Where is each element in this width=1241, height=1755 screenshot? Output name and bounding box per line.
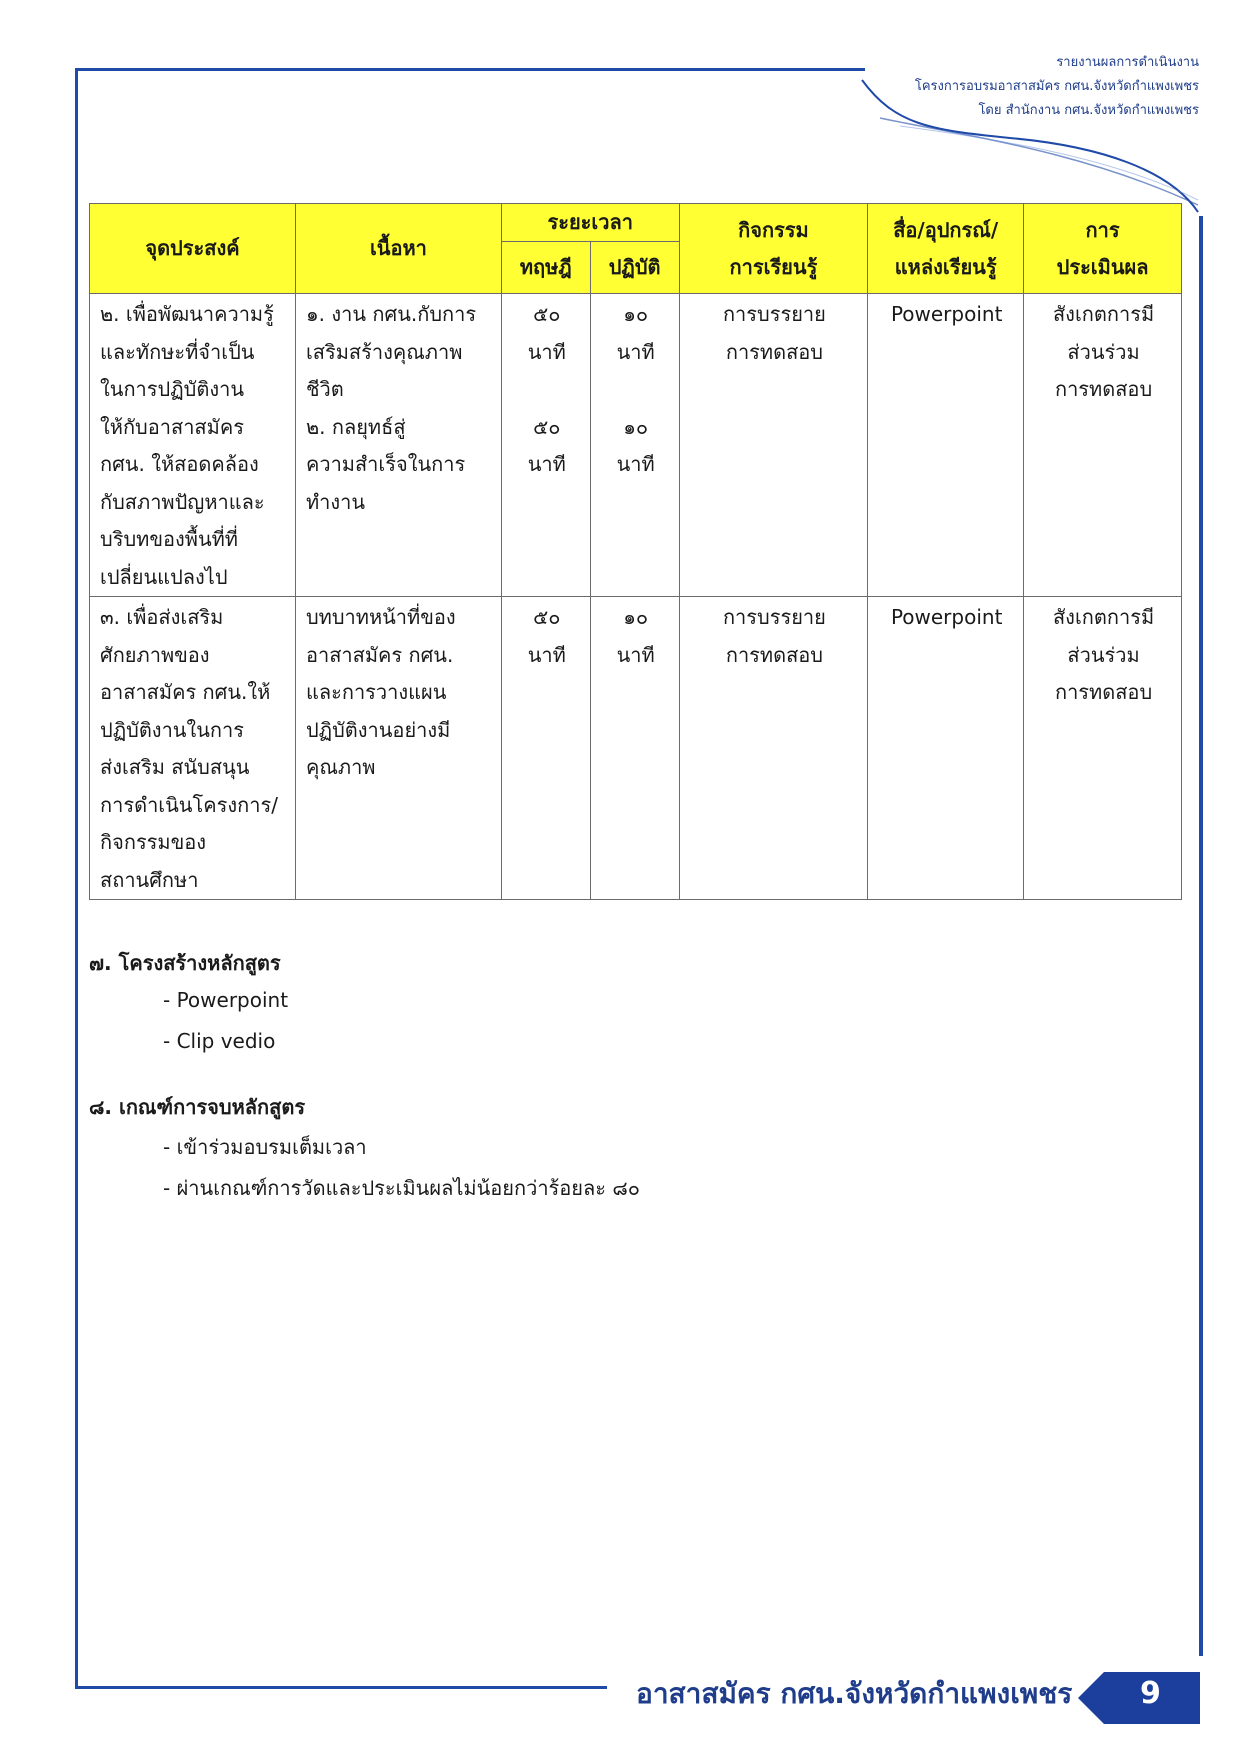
cell-line: ๑. งาน กศน.กับการ [305,302,477,326]
cell-line: ชีวิต [305,377,344,401]
cell-line: การทดสอบ [1054,377,1153,401]
cell-line: ปฏิบัติงานในการ [100,717,244,742]
cell-line: ๑๐ [623,414,649,439]
header-activity-line-2: การเรียนรู้ [729,254,818,279]
header-evaluation [1024,204,1182,294]
cell-line: ปฏิบัติงานอย่างมี [305,717,451,742]
cell-line: ส่วนร่วม [1067,642,1140,667]
cell-line: สังเกตการมี [1052,605,1155,629]
table-row [90,597,1182,900]
cell-line: และทักษะที่จำเป็น [100,339,255,364]
cell-line: นาที [616,339,655,364]
cell-line: เปลี่ยนแปลงไป [100,564,228,589]
cell-line: ๒. กลยุทธ์สู่ [305,414,406,439]
cell-line: ๑๐ [623,605,649,629]
cell-line: สังเกตการมี [1052,302,1155,326]
cell-line: นาที [616,642,655,667]
cell-line: คุณภาพ [305,755,376,779]
header-media [868,204,1024,294]
section-8-item: - เข้าร่วมอบรมเต็มเวลา [163,1135,367,1159]
media-cell [868,597,1024,900]
cell-line: การทดสอบ [725,642,823,667]
cell-line: กศน. ให้สอดคล้อง [100,452,259,476]
cell-line: บริบทของพื้นที่ที่ [100,527,238,551]
cell-line: การทดสอบ [725,339,823,364]
cell-line: ๕๐ [533,302,561,326]
cell-line: ๓. เพื่อส่งเสริม [100,605,224,629]
cell-line: Powerpoint [890,605,1003,629]
cell-line: กิจกรรมของ [100,830,207,854]
cell-line: การบรรยาย [722,605,826,629]
theory-cell [501,597,590,900]
cell-line: อาสาสมัคร กศน.ให้ [100,680,271,704]
content-cell [295,597,501,900]
cell-line: ศักยภาพของ [100,642,210,667]
activity-cell [679,294,868,597]
page-tab-shape [1078,1672,1200,1724]
cell-line: ๕๐ [533,414,561,439]
page-number: 9 [1140,1676,1161,1711]
header-practice: ปฏิบัติ [590,242,679,294]
header-content: เนื้อหา [295,204,501,294]
theory-cell [501,294,590,597]
cell-line: การบรรยาย [722,302,826,326]
practice-cell [590,294,679,597]
activity-cell [679,597,868,900]
cell-line: นาที [527,339,566,364]
objective-cell [90,294,296,597]
cell-line: และการวางแผน [305,680,447,704]
section-7-title: ๗. โครงสร้างหลักสูตร [89,951,281,975]
cell-line: นาที [527,642,566,667]
cell-line: ในการปฏิบัติงาน [100,377,244,401]
frame-right-line [1199,216,1203,1656]
header-media-line-2: แหล่งเรียนรู้ [894,254,997,279]
cell-line: การดำเนินโครงการ/ [100,792,278,817]
section-7-item: - Powerpoint [163,988,289,1012]
frame-bottom-line [75,1686,607,1689]
training-plan-table [89,203,1182,900]
cell-line: กับสภาพปัญหาและ [100,489,265,514]
cell-line [512,371,582,409]
cell-line: ให้กับอาสาสมัคร [100,414,244,439]
header-media-line-1: สื่อ/อุปกรณ์/ [893,217,999,242]
cell-line: นาที [527,452,566,476]
header-duration: ระยะเวลา [501,204,679,242]
section-8-title: ๘. เกณฑ์การจบหลักสูตร [89,1095,306,1119]
cell-line: การทดสอบ [1054,680,1153,704]
header-evaluation-line-2: ประเมินผล [1056,254,1149,279]
evaluation-cell [1024,597,1182,900]
section-8-item: - ผ่านเกณฑ์การวัดและประเมินผลไม่น้อยกว่าร้อยละ ๘๐ [163,1176,641,1200]
cell-line: เสริมสร้างคุณภาพ [305,339,463,364]
cell-line: ๕๐ [533,605,561,629]
running-header [915,51,1199,123]
cell-line: ๑๐ [623,302,649,326]
header-theory: ทฤษฎี [501,242,590,294]
cell-line: บทบาทหน้าที่ของ [305,605,456,629]
cell-line: ส่งเสริม สนับสนุน [100,755,250,779]
header-line-2: โครงการอบรมอาสาสมัคร กศน.จังหวัดกำแพงเพชร [914,79,1199,94]
table-row [90,294,1182,597]
header-objective: จุดประสงค์ [90,204,296,294]
header-line-1: รายงานผลการดำเนินงาน [1056,55,1199,70]
cell-line: Powerpoint [890,302,1003,326]
header-activity [679,204,868,294]
media-cell [868,294,1024,597]
frame-left-line [75,68,78,1688]
cell-line: นาที [616,452,655,476]
evaluation-cell [1024,294,1182,597]
practice-cell [590,597,679,900]
cell-line: ส่วนร่วม [1067,339,1140,364]
objective-cell [90,597,296,900]
cell-line: อาสาสมัคร กศน. [305,642,454,667]
cell-line: ทำงาน [305,489,366,514]
page-number-tab [1078,1672,1200,1724]
header-activity-line-1: กิจกรรม [738,217,809,242]
cell-line: ๒. เพื่อพัฒนาความรู้ [100,302,274,326]
content-cell [295,294,501,597]
cell-line: สถานศึกษา [100,867,199,892]
footer-title: อาสาสมัคร กศน.จังหวัดกำแพงเพชร [636,1677,1073,1710]
cell-line: ความสำเร็จในการ [305,452,466,476]
cell-line [601,371,671,409]
header-line-3: โดย สำนักงาน กศน.จังหวัดกำแพงเพชร [978,103,1199,118]
section-7-item: - Clip vedio [163,1029,276,1053]
header-evaluation-line-1: การ [1085,217,1120,242]
